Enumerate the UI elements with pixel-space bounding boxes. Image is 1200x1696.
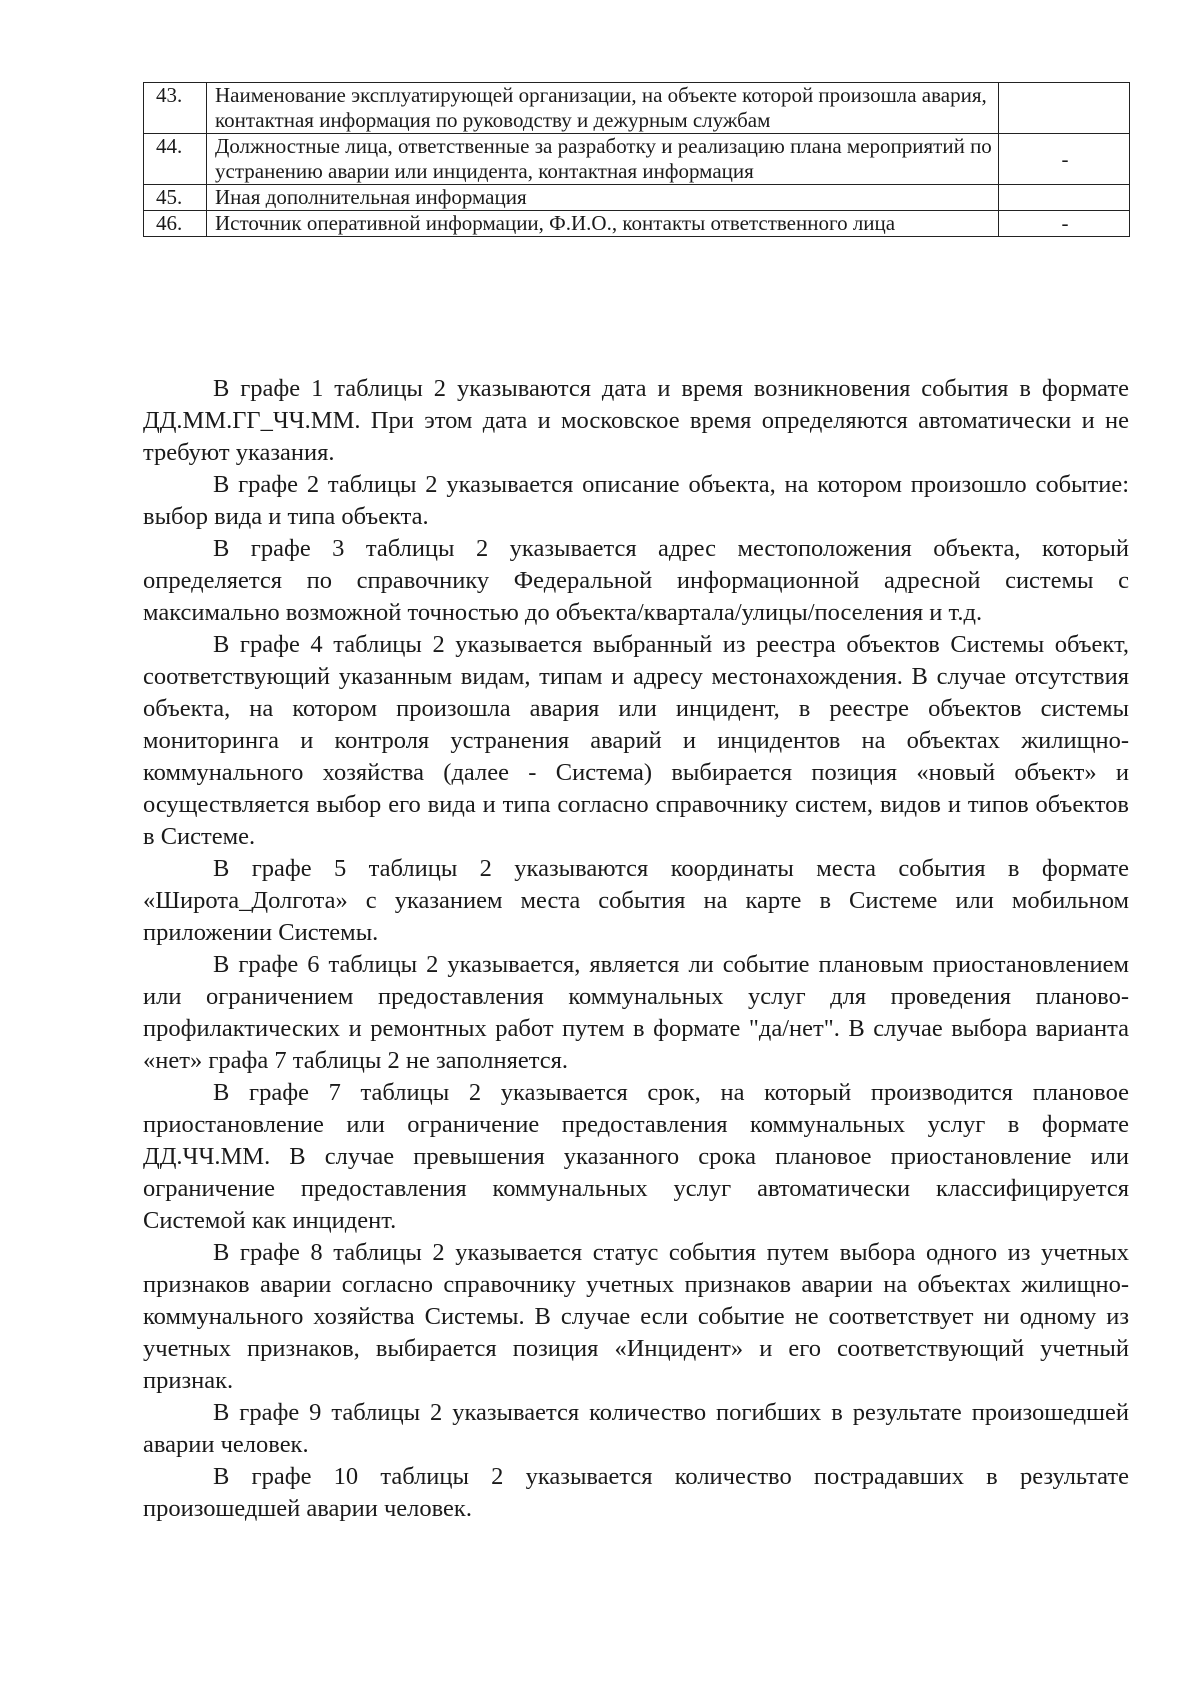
row-number: 46.: [144, 211, 207, 237]
row-number: 43.: [144, 83, 207, 134]
row-value: [999, 185, 1130, 211]
paragraph-column-2: В графе 2 таблицы 2 указывается описание объекта, на котором произошло событие: выбор вида и типа объекта.: [143, 471, 1129, 530]
table-row: [144, 83, 1130, 134]
table-row: [144, 185, 1130, 211]
row-description: Иная дополнительная информация: [207, 185, 999, 211]
row-value: [999, 83, 1130, 134]
table-row: [144, 211, 1130, 237]
row-number: 44.: [144, 134, 207, 185]
row-value: -: [999, 134, 1130, 185]
body-text: [143, 373, 1129, 1525]
table-row: [144, 134, 1130, 185]
info-table: [143, 82, 1130, 237]
paragraph-column-7: В графе 7 таблицы 2 указывается срок, на который производится плановое приостановление или ограничение предоставления коммунальных услуг в формате ДД.ЧЧ.ММ. В случае превышения указанного срока плановое приостановление или ограничение предоставления коммунальных услуг автоматически классифицируется Системой как инцидент.: [143, 1079, 1129, 1234]
paragraph-column-5: В графе 5 таблицы 2 указываются координаты места события в формате «Широта_Долгота» с указанием места события на карте в Системе или мобильном приложении Системы.: [143, 855, 1129, 946]
row-description: Должностные лица, ответственные за разработку и реализацию плана мероприятий по устранению аварии или инцидента, контактная информация: [207, 134, 999, 185]
row-number: 45.: [144, 185, 207, 211]
paragraph-column-3: В графе 3 таблицы 2 указывается адрес местоположения объекта, который определяется по справочнику Федеральной информационной адресной системы с максимально возможной точностью до объекта/квартала/улицы/поселения и т.д.: [143, 535, 1129, 626]
paragraph-column-10: В графе 10 таблицы 2 указывается количество пострадавших в результате произошедшей аварии человек.: [143, 1463, 1129, 1522]
paragraph-column-8: В графе 8 таблицы 2 указывается статус события путем выбора одного из учетных признаков аварии согласно справочнику учетных признаков аварии на объектах жилищно-коммунального хозяйства Системы. В случае если событие не соответствует ни одному из учетных признаков, выбирается позиция «Инцидент» и его соответствующий учетный признак.: [143, 1239, 1129, 1394]
paragraph-column-9: В графе 9 таблицы 2 указывается количество погибших в результате произошедшей аварии человек.: [143, 1399, 1129, 1458]
row-description: Наименование эксплуатирующей организации, на объекте которой произошла авария, контактная информация по руководству и дежурным службам: [207, 83, 999, 134]
row-value: -: [999, 211, 1130, 237]
paragraph-column-6: В графе 6 таблицы 2 указывается, является ли событие плановым приостановлением или ограничением предоставления коммунальных услуг для проведения планово-профилактических и ремонтных работ путем в формате "да/нет". В случае выбора варианта «нет» графа 7 таблицы 2 не заполняется.: [143, 951, 1129, 1074]
row-description: Источник оперативной информации, Ф.И.О., контакты ответственного лица: [207, 211, 999, 237]
paragraph-column-4: В графе 4 таблицы 2 указывается выбранный из реестра объектов Системы объект, соответствующий указанным видам, типам и адресу местонахождения. В случае отсутствия объекта, на котором произошла авария или инцидент, в реестре объектов системы мониторинга и контроля устранения аварий и инцидентов на объектах жилищно-коммунального хозяйства (далее - Система) выбирается позиция «новый объект» и осуществляется выбор его вида и типа согласно справочнику систем, видов и типов объектов в Системе.: [143, 631, 1129, 850]
paragraph-column-1: В графе 1 таблицы 2 указываются дата и время возникновения события в формате ДД.ММ.ГГ_ЧЧ.ММ. При этом дата и московское время определяются автоматически и не требуют указания.: [143, 375, 1129, 466]
